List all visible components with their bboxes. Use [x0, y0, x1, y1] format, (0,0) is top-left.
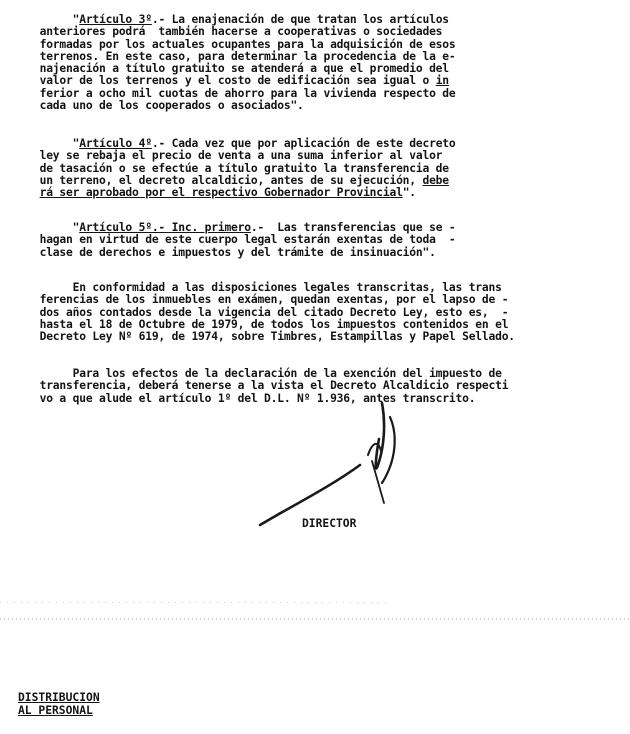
signature-title: DIRECTOR: [302, 517, 357, 530]
text-line: [0, 331, 515, 343]
scan-noise-line: [0, 586, 630, 626]
text-segment: vo a que alude el artículo 1º del D.L. Nº 1.936, antes transcrito.: [0, 391, 476, 405]
underlined-text: in: [435, 74, 449, 88]
text-segment: un terreno, el decreto alcaldicio, antes de su ejecución,: [0, 173, 423, 187]
text-segment: cada uno de los cooperados o asociados".: [0, 99, 304, 113]
paragraph-conformidad: [0, 282, 515, 343]
underlined-text: Artículo 4º: [79, 137, 152, 150]
text-segment: dos años contados desde la vigencia del citado Decreto Ley, esto es, -: [0, 305, 509, 319]
text-segment: clase de derechos e impuestos y del trámite de insinuación".: [0, 245, 436, 259]
underlined-text: debe: [422, 173, 449, 187]
text-segment: .- Las transferencias que se -: [250, 221, 456, 234]
text-segment: En conformidad a las disposiciones legales transcritas, las trans: [0, 281, 502, 294]
text-segment: hasta el 18 de Octubre de 1979, de todos los impuestos contenidos en el: [0, 317, 509, 331]
text-segment: ley se rebaja el precio de venta a una suma inferior al valor: [0, 149, 443, 163]
text-segment: de tasación o se efectúe a título gratuito la transferencia de: [0, 161, 449, 175]
text-segment: ferior a ocho mil cuotas de ahorro para la vivienda respecto de: [0, 86, 456, 100]
text-segment: valor de los terrenos y el costo de edificación sea igual o: [0, 74, 436, 88]
text-segment: ".: [402, 186, 416, 200]
handwritten-signature: [250, 395, 420, 535]
text-segment: najenación a título gratuito se atenderá a que el promedio del: [0, 62, 449, 76]
text-segment: transferencia, deberá tenerse a la vista el Decreto Alcaldicio respecti: [0, 379, 509, 393]
text-line: [0, 187, 456, 199]
text-segment: hagan en virtud de este cuerpo legal estarán exentas de toda -: [0, 233, 456, 247]
text-segment: [0, 186, 40, 199]
text-segment: formadas por los actuales ocupantes para la adquisición de esos: [0, 37, 456, 51]
text-segment: ": [0, 221, 80, 234]
text-segment: ": [0, 137, 80, 150]
text-segment: ferencias de los inmuebles en exámen, quedan exentas, por el lapso de -: [0, 293, 509, 307]
text-line: [0, 100, 456, 112]
underlined-text: Artículo 3º: [79, 13, 152, 26]
text-segment: .- Cada vez que por aplicación de este decreto: [151, 137, 456, 150]
text-segment: ": [0, 13, 80, 26]
paragraph-articulo-4: [0, 138, 456, 199]
text-segment: anteriores podrá también hacerse a cooperativas o sociedades: [0, 25, 443, 39]
distribution-line-2: AL PERSONAL: [18, 703, 93, 717]
text-segment: .- La enajenación de que tratan los artículos: [151, 13, 449, 26]
paragraph-articulo-3: [0, 14, 456, 112]
distribution-block: [18, 692, 100, 717]
text-segment: Decreto Ley Nº 619, de 1974, sobre Timbres, Estampillas y Papel Sellado.: [0, 330, 515, 344]
distribution-line-1: DISTRIBUCION: [18, 691, 100, 704]
text-segment: Para los efectos de la declaración de la exención del impuesto de: [0, 367, 502, 380]
paragraph-articulo-5: [0, 222, 456, 259]
underlined-text: Artículo 5º.- Inc. primero: [79, 221, 251, 234]
text-segment: terrenos. En este caso, para determinar la procedencia de la e-: [0, 49, 456, 63]
text-line: [0, 247, 456, 259]
underlined-text: rá ser aprobado por el respectivo Gobernador Provincial: [39, 186, 403, 200]
